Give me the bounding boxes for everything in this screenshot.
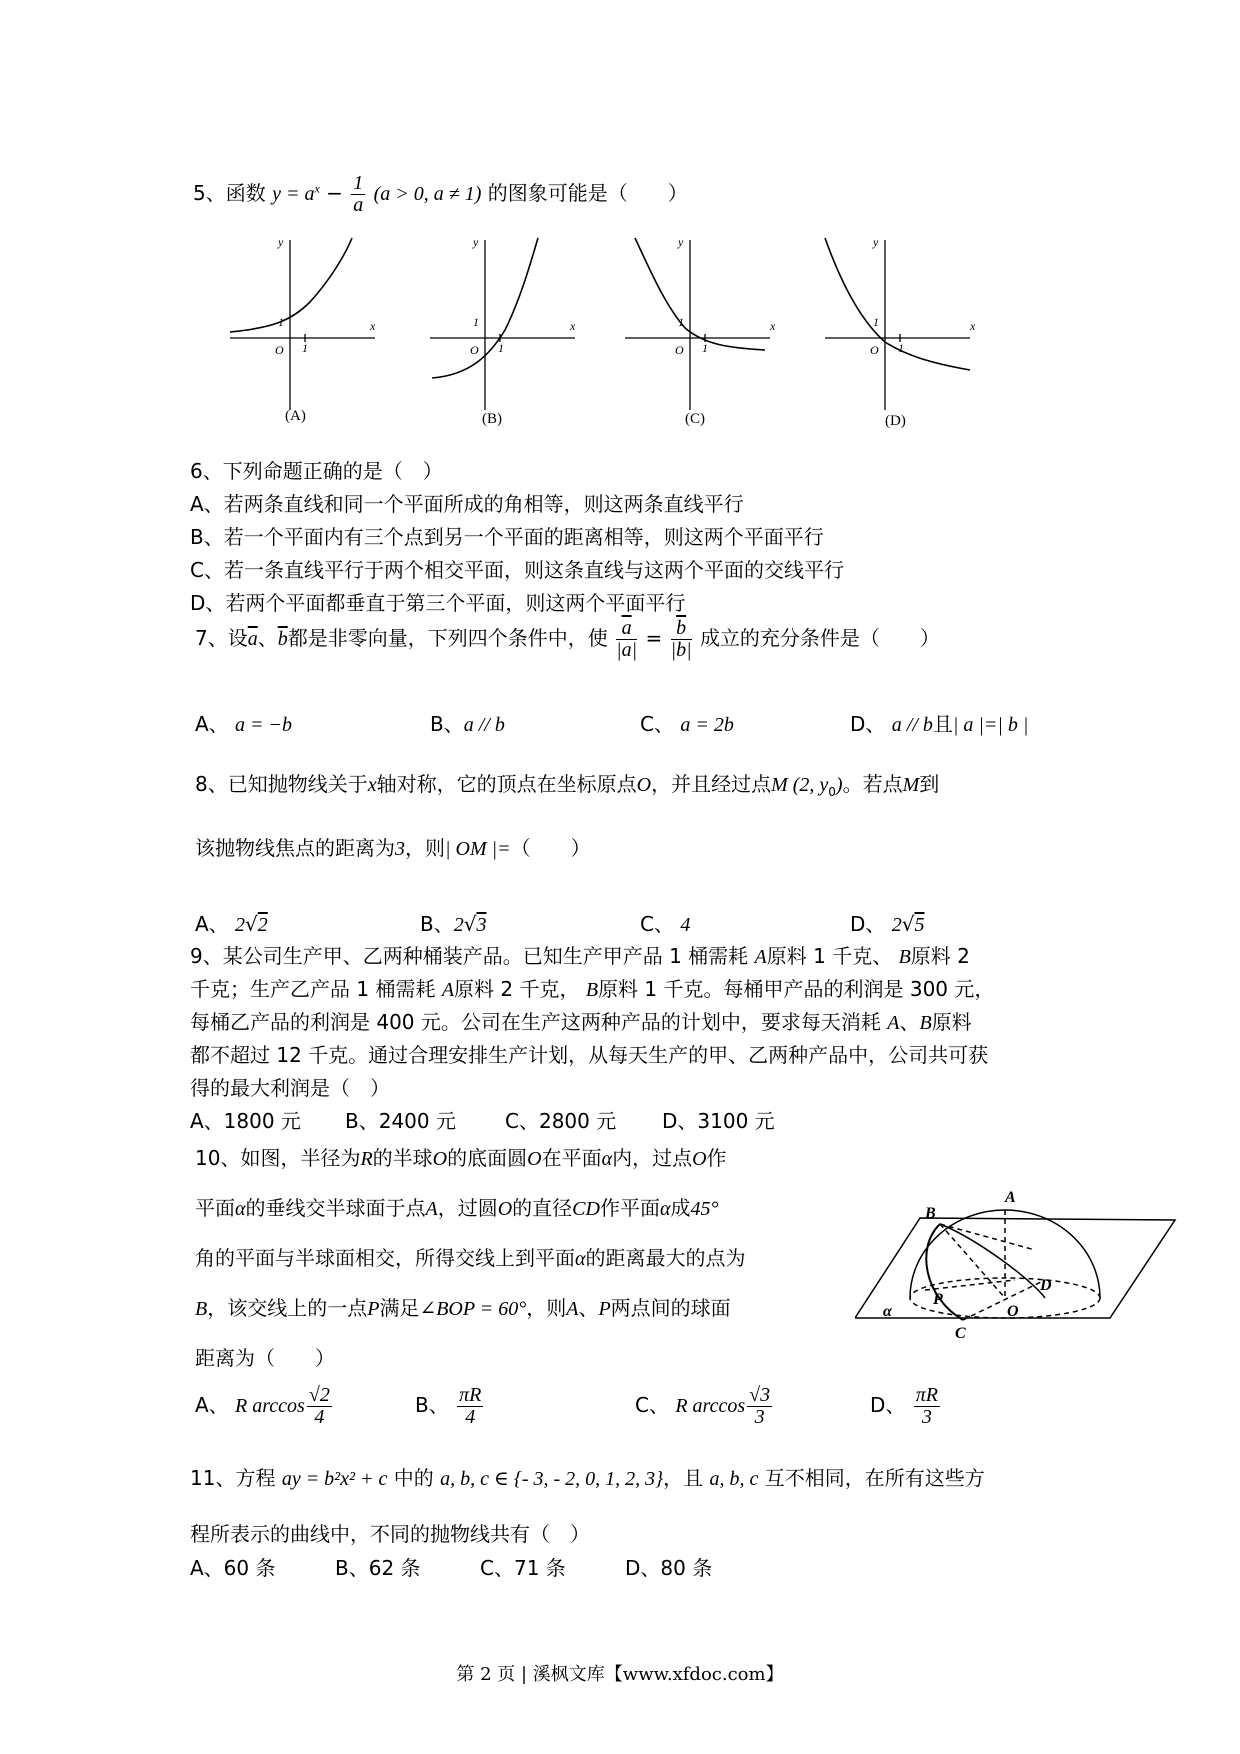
graph-d [825,238,970,410]
svg-text:O: O [1007,1303,1019,1320]
q10-option-b: B、 $\frac{\pi R}{4}$ [415,1384,482,1428]
graph-a [230,238,375,410]
graph-b [430,238,575,410]
svg-text:1: 1 [302,341,308,355]
svg-text:1: 1 [278,315,284,329]
q10-option-a: A、 R arccos $\frac{√2}{4}$ [195,1384,330,1428]
svg-text:(A): (A) [285,408,306,424]
q8-line2: 该抛物线焦点的距离为3，则| OM |=（ ） [195,836,591,860]
svg-text:O: O [275,343,284,357]
q10-line4: B，该交线上的一点P满足∠BOP = 60°，则A、P两点间的球面 [195,1296,731,1320]
svg-text:(B): (B) [482,411,502,427]
q6-option-b: B、若一个平面内有三个点到另一个平面的距离相等，则这两个平面平行 [190,525,824,549]
svg-text:B: B [925,1205,936,1222]
q6-option-d: D、若两个平面都垂直于第三个平面，则这两个平面平行 [190,591,686,615]
q5-graphs [220,230,1010,440]
svg-text:1: 1 [678,315,684,329]
q11-option-b: B、62 条 [335,1556,421,1580]
q7-option-d: D、 a // b且| a |=| b | [850,712,1029,736]
svg-text:x: x [370,319,376,333]
svg-text:x: x [770,319,776,333]
q9-line3: 每桶乙产品的利润是 400 元。公司在生产这两种产品的计划中，要求每天消耗 A、B原料 [190,1010,972,1034]
q6-option-a: A、若两条直线和同一个平面所成的角相等，则这两条直线平行 [190,492,744,516]
q9-line2: 千克；生产乙产品 1 桶需耗 A原料 2 千克， B原料 1 千克。每桶甲产品的利润是 300 元， [190,977,995,1001]
q7-option-a: A、 a = −b [195,712,293,736]
svg-text:P: P [933,1291,943,1308]
q8-line1: 8、已知抛物线关于x轴对称，它的顶点在坐标原点O，并且经过点M (2, $y_0$)。若点M到 [195,772,940,799]
q11-line1: 11、方程 ay = b²x² + c 中的 a, b, c ∈ {- 3, - 2, 0, 1, 2, 3}，且 a, b, c 互不相同，在所有这些方 [190,1466,985,1490]
q8-option-c: C、 4 [640,912,691,936]
svg-text:C: C [955,1325,966,1338]
q7-option-c: C、 a = 2b [640,712,734,736]
q11-option-c: C、71 条 [480,1556,566,1580]
q11-line2: 程所表示的曲线中，不同的抛物线共有（ ） [190,1522,590,1546]
q8-option-a: A、 2√2 [195,912,268,936]
svg-text:A: A [1005,1189,1016,1206]
svg-text:y: y [873,235,879,249]
q9-line4: 都不超过 12 千克。通过合理安排生产计划，从每天生产的甲、乙两种产品中，公司共可获 [190,1043,989,1067]
q9-option-c: C、2800 元 [505,1109,617,1133]
svg-text:1: 1 [498,341,504,355]
q7-option-b: B、a // b [430,712,505,736]
q10-line3: 角的平面与半球面相交，所得交线上到平面α的距离最大的点为 [195,1246,746,1270]
svg-text:D: D [1040,1277,1052,1294]
q10-option-c: C、 R arccos $\frac{√3}{3}$ [635,1384,771,1428]
q10-line1: 10、如图，半径为R的半球O的底面圆O在平面α内，过点O作 [195,1146,727,1170]
q9-option-b: B、2400 元 [345,1109,456,1133]
q9-line1: 9、某公司生产甲、乙两种桶装产品。已知生产甲产品 1 桶需耗 A原料 1 千克、 B原料 2 [190,944,970,968]
q8-option-b: B、2√3 [420,912,487,936]
svg-text:(C): (C) [685,411,705,427]
svg-text:O: O [675,343,684,357]
svg-text:y: y [473,235,479,249]
svg-text:(D): (D) [885,413,906,429]
q11-option-d: D、80 条 [625,1556,713,1580]
svg-text:x: x [570,319,576,333]
svg-text:y: y [278,235,284,249]
q5-stem: 5、函数 $y = a^x$ − $\frac{1}{a}$ (a > 0, a ≠ 1) 的图象可能是（ ） [193,172,688,216]
page-footer: 第 2 页 | 溪枫文库【www.xfdoc.com】 [456,1664,784,1685]
q7-stem: 7、设$\overline{a}$、$\overline{b}$都是非零向量，下列四个条件中，使 $\frac{\overline{a}}{|a|}$ = $\frac{\overline{b}}{|b|}$ 成立的充分条件是（ ） [195,617,940,661]
q9-option-d: D、3100 元 [662,1109,775,1133]
q10-hemisphere-figure [855,1168,1185,1338]
svg-text:1: 1 [873,315,879,329]
graph-c [625,238,770,410]
svg-text:O: O [470,343,479,357]
svg-text:1: 1 [702,341,708,355]
q11-option-a: A、60 条 [190,1556,276,1580]
q6-stem: 6、下列命题正确的是（ ） [190,459,443,483]
q8-option-d: D、 2√5 [850,912,925,936]
svg-text:O: O [870,343,879,357]
q10-line5: 距离为（ ） [195,1346,335,1370]
q10-option-d: D、 $\frac{\pi R}{3}$ [870,1384,939,1428]
svg-text:1: 1 [473,315,479,329]
svg-text:α: α [883,1303,892,1320]
svg-text:1: 1 [898,341,904,355]
q9-option-a: A、1800 元 [190,1109,301,1133]
svg-text:y: y [678,235,684,249]
q6-option-c: C、若一条直线平行于两个相交平面，则这条直线与这两个平面的交线平行 [190,558,844,582]
svg-text:x: x [970,319,976,333]
q9-line5: 得的最大利润是（ ） [190,1076,390,1100]
q10-line2: 平面α的垂线交半球面于点A，过圆O的直径CD作平面α成45° [195,1196,719,1220]
